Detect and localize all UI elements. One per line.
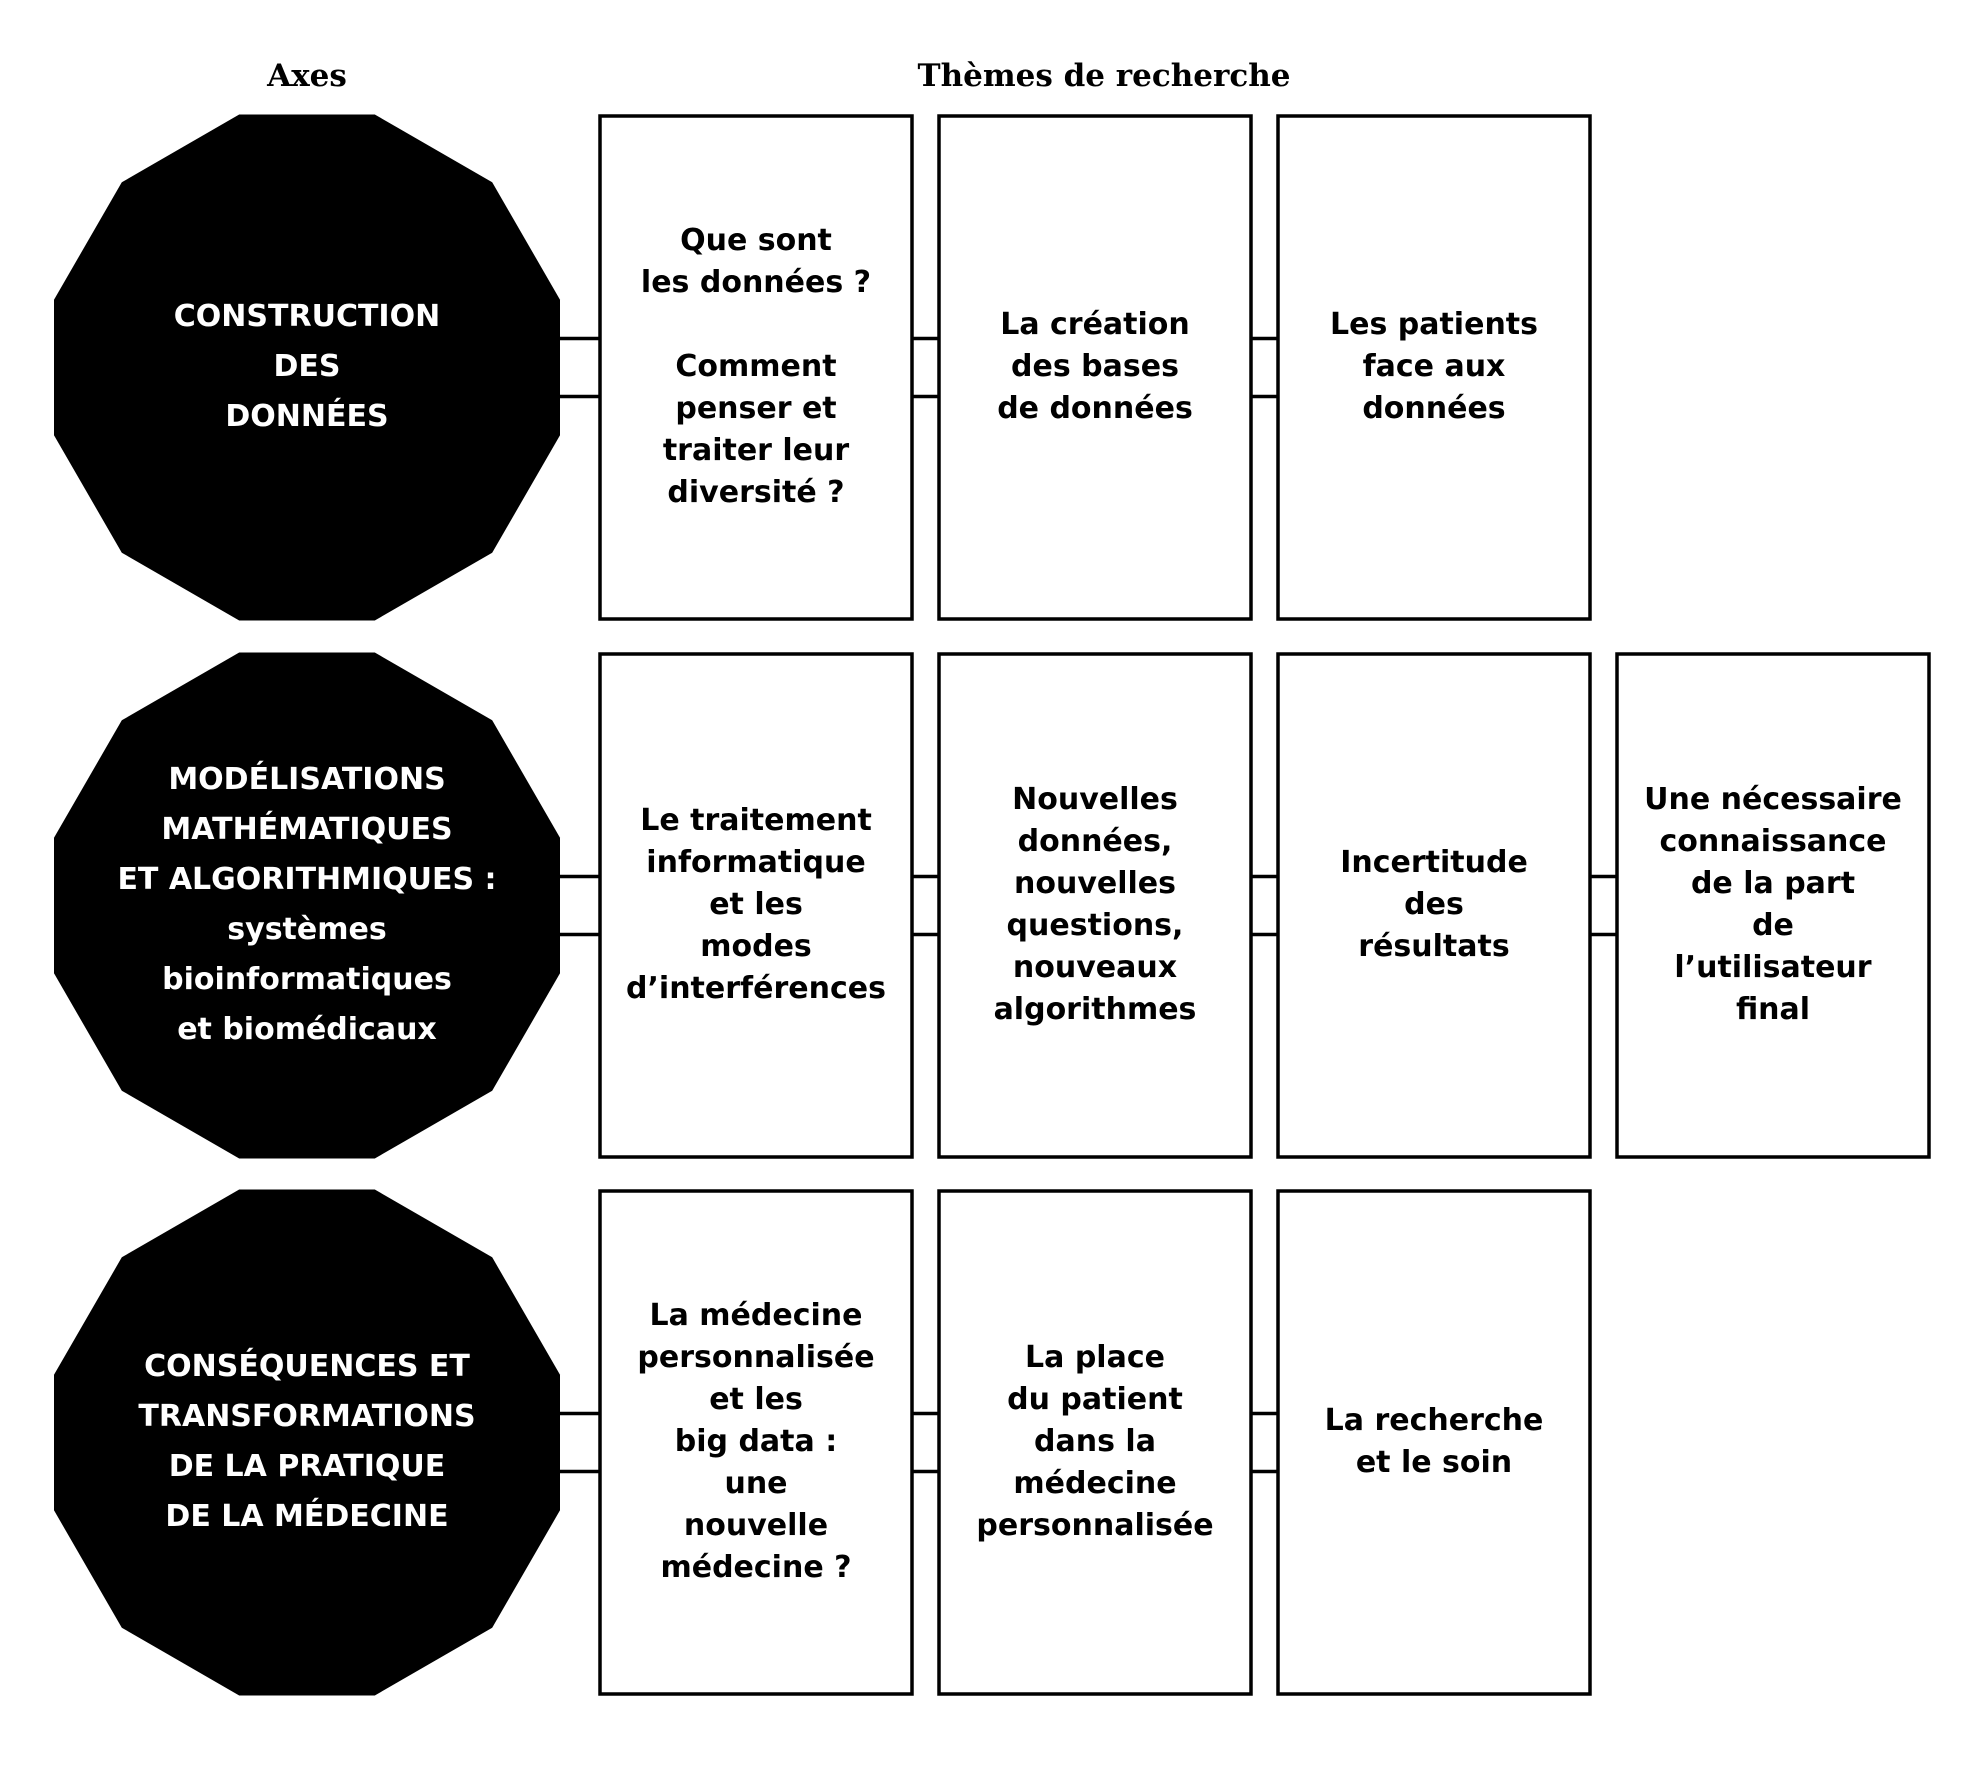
theme-box-text-line: médecine ? bbox=[660, 1550, 852, 1585]
axis-polygon bbox=[54, 653, 560, 1159]
diagram-rows bbox=[54, 115, 1929, 1696]
theme-box-text-line: et le soin bbox=[1355, 1445, 1513, 1480]
theme-box-text-line: médecine bbox=[1013, 1466, 1177, 1501]
theme-box-text-line: d’interférences bbox=[626, 971, 886, 1006]
theme-box-text-line: La recherche bbox=[1324, 1403, 1544, 1438]
theme-box-text-line: dans la bbox=[1034, 1424, 1156, 1459]
axis-label-line: ET ALGORITHMIQUES : bbox=[117, 862, 497, 897]
axis-label-line: MODÉLISATIONS bbox=[168, 762, 446, 797]
axis-polygon bbox=[54, 1190, 560, 1696]
theme-box-text-line: algorithmes bbox=[993, 992, 1197, 1027]
theme-box-text-line: traiter leur bbox=[662, 433, 850, 468]
theme-box-text-line: personnalisée bbox=[976, 1508, 1214, 1543]
theme-box-text-line: données, bbox=[1017, 824, 1173, 859]
axes-header: Axes bbox=[267, 58, 347, 94]
theme-box-text-line: Nouvelles bbox=[1012, 782, 1178, 817]
theme-box bbox=[939, 654, 1251, 1157]
theme-box bbox=[939, 116, 1251, 619]
theme-box-text-line: personnalisée bbox=[637, 1340, 875, 1375]
theme-box bbox=[600, 1191, 912, 1694]
theme-box-text-line: La médecine bbox=[649, 1298, 863, 1333]
theme-box-text-line: Comment bbox=[675, 349, 837, 384]
axis-label-line: CONSÉQUENCES ET bbox=[144, 1349, 470, 1384]
axis-label-line: DONNÉES bbox=[225, 399, 389, 434]
axis-label-line: MATHÉMATIQUES bbox=[161, 812, 453, 847]
theme-box-text-line: La place bbox=[1025, 1340, 1165, 1375]
theme-box-frame bbox=[939, 654, 1251, 1157]
axis-label-line: DE LA PRATIQUE bbox=[168, 1449, 446, 1484]
theme-box-text-line: données bbox=[1362, 391, 1506, 426]
axis-row bbox=[54, 1190, 1590, 1696]
theme-box-text-line: Que sont bbox=[680, 223, 832, 258]
theme-box bbox=[939, 1191, 1251, 1694]
theme-box-text-line: nouvelles bbox=[1014, 866, 1176, 901]
theme-box-text-line: des bbox=[1404, 887, 1464, 922]
theme-box-text-line: du patient bbox=[1007, 1382, 1183, 1417]
theme-box bbox=[600, 116, 912, 619]
theme-box-text-line: diversité ? bbox=[667, 475, 845, 510]
themes-header: Thèmes de recherche bbox=[917, 58, 1291, 94]
axis-label-line: CONSTRUCTION bbox=[173, 299, 441, 334]
theme-box-text-line: de la part bbox=[1690, 866, 1856, 901]
theme-box bbox=[1278, 1191, 1590, 1694]
axis-row bbox=[54, 115, 1590, 621]
theme-box-text-line: connaissance bbox=[1659, 824, 1887, 859]
theme-box bbox=[1278, 654, 1590, 1157]
axis-label-line: et biomédicaux bbox=[177, 1012, 437, 1047]
theme-box-text-line: nouvelle bbox=[683, 1508, 829, 1543]
axis-label-line: DES bbox=[273, 349, 341, 384]
theme-box bbox=[1278, 116, 1590, 619]
axis-row bbox=[54, 653, 1929, 1159]
theme-box-text-line: questions, bbox=[1006, 908, 1184, 943]
theme-box-text-line: Une nécessaire bbox=[1644, 782, 1902, 817]
theme-box-frame bbox=[1617, 654, 1929, 1157]
axis-label-line: bioinformatiques bbox=[162, 962, 452, 997]
theme-box-frame bbox=[1278, 1191, 1590, 1694]
theme-box-text-line: de bbox=[1752, 908, 1794, 943]
axis-label-line: DE LA MÉDECINE bbox=[165, 1499, 449, 1534]
theme-box-text-line: résultats bbox=[1358, 929, 1510, 964]
theme-box-text-line: Les patients bbox=[1329, 307, 1539, 342]
theme-box-text-line: Incertitude bbox=[1340, 845, 1528, 880]
theme-box-text-line: big data : bbox=[674, 1424, 838, 1459]
theme-box-text-line: nouveaux bbox=[1012, 950, 1178, 985]
theme-box bbox=[1617, 654, 1929, 1157]
theme-box-text-line: penser et bbox=[675, 391, 837, 426]
theme-box-text-line: face aux bbox=[1362, 349, 1506, 384]
theme-box-text-line: des bases bbox=[1011, 349, 1179, 384]
theme-box-text-line: et les bbox=[709, 1382, 803, 1417]
axis-label-line: TRANSFORMATIONS bbox=[138, 1399, 476, 1434]
theme-box bbox=[600, 654, 912, 1157]
theme-box-text-line: et les bbox=[709, 887, 803, 922]
theme-box-text-line: final bbox=[1735, 992, 1811, 1027]
theme-box-text-line: une bbox=[724, 1466, 788, 1501]
theme-box-text-line: les données ? bbox=[640, 265, 872, 300]
theme-box-text-line: La création bbox=[1000, 307, 1190, 342]
theme-box-text-line: informatique bbox=[646, 845, 866, 880]
axis-label-line: systèmes bbox=[227, 912, 387, 947]
theme-box-text-line: modes bbox=[700, 929, 812, 964]
theme-box-text-line: Le traitement bbox=[640, 803, 872, 838]
theme-box-text-line: l’utilisateur bbox=[1674, 950, 1872, 985]
theme-box-text-line: de données bbox=[997, 391, 1193, 426]
